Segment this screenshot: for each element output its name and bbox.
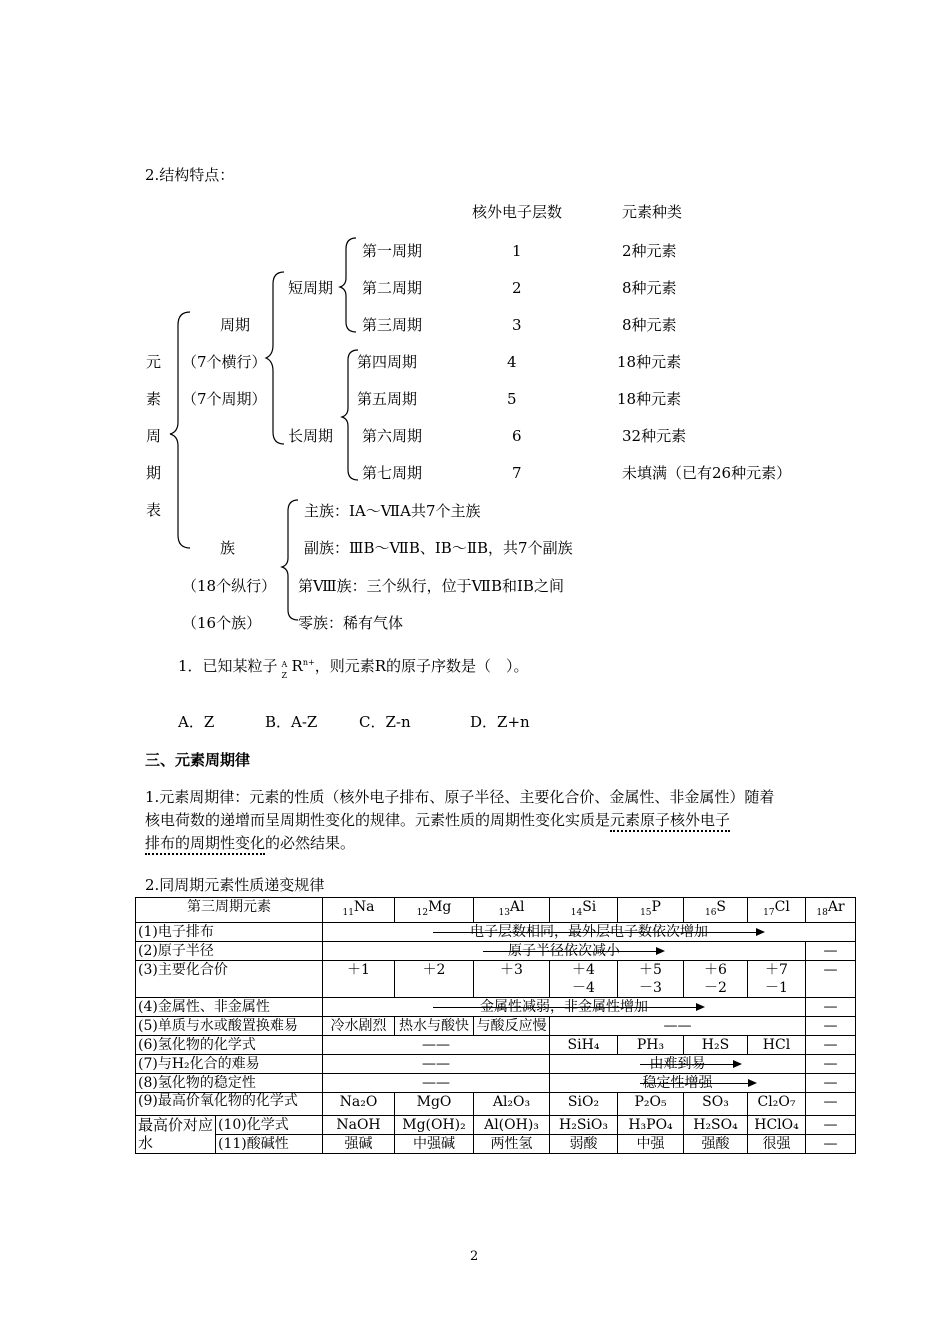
element: Mg	[428, 899, 452, 915]
row-label: (3)主要化合价	[136, 960, 323, 997]
atomic-number: Z	[281, 671, 288, 680]
period-types: 18种元素	[617, 390, 682, 408]
law-line: 1.元素周期律：元素的性质（核外电子排布、原子半径、主要化合价、金属性、非金属性）随着	[145, 788, 775, 806]
row-label: (11)酸碱性	[216, 1134, 323, 1153]
acidity-cell: 强酸	[684, 1134, 748, 1153]
element: Si	[582, 899, 597, 915]
element-cell	[618, 898, 684, 923]
valence-cell: ＋1	[323, 960, 395, 997]
acidity-cell: 中强碱	[395, 1134, 474, 1153]
atomic-no: 18	[816, 907, 828, 918]
dash-cell: —	[806, 997, 856, 1016]
nuclide-symbol	[278, 658, 292, 680]
hydroxide-cell: H₂SiO₃	[550, 1115, 618, 1134]
oxide-cell: Al₂O₃	[474, 1092, 550, 1115]
period-sub2: （7个周期）	[182, 390, 267, 408]
trend-cell	[323, 997, 806, 1016]
trend-cell	[323, 941, 806, 960]
period-name: 第二周期	[362, 279, 423, 297]
row-label: (7)与H₂化合的难易	[136, 1054, 323, 1073]
group-item: 第Ⅷ族：三个纵行，位于ⅦB和ⅠB之间	[298, 577, 564, 595]
table-row	[136, 898, 856, 923]
dash-cell: —	[806, 960, 856, 997]
dash-cell: —	[806, 941, 856, 960]
property-table	[135, 897, 856, 1154]
dash-cell: —	[806, 1134, 856, 1153]
root-char: 元	[146, 353, 162, 371]
valence-neg: －1	[765, 979, 788, 996]
acidity-cell: 强碱	[323, 1134, 395, 1153]
atomic-no: 12	[416, 907, 429, 918]
period-types: 18种元素	[617, 353, 682, 371]
period-name: 第六周期	[362, 427, 423, 445]
law-emphasis: 元素原子核外电子	[610, 811, 730, 832]
table-row	[136, 1115, 856, 1134]
element: S	[716, 899, 727, 915]
table-head: 第三周期元素	[136, 898, 323, 923]
valence-cell	[684, 960, 748, 997]
reaction-cell: 热水与酸快	[395, 1016, 474, 1035]
valence-cell: ＋2	[395, 960, 474, 997]
atomic-no: 14	[570, 907, 583, 918]
table-row	[136, 997, 856, 1016]
trend-arrow-icon	[433, 1007, 703, 1008]
period-name: 第一周期	[362, 242, 423, 260]
section-title: 2.结构特点：	[145, 166, 235, 184]
oxide-cell: MgO	[395, 1092, 474, 1115]
law-text: 核电荷数的递增而呈周期性变化的规律。元素性质的周期性变化实质是	[145, 811, 611, 829]
valence-pos: ＋4	[572, 961, 595, 978]
valence-neg: －4	[572, 979, 595, 996]
reaction-cell: 与酸反应慢	[474, 1016, 550, 1035]
atomic-no: 15	[640, 907, 652, 918]
group-sub2: （16个族）	[182, 614, 262, 632]
period-types: 8种元素	[622, 279, 677, 297]
option[interactable]: D．Z+n	[470, 713, 530, 731]
valence-neg: －2	[704, 979, 727, 996]
mass-number: A	[281, 660, 288, 669]
period-label: 周期	[220, 316, 251, 334]
trend-arrow-icon	[433, 932, 763, 933]
row-label: (8)氢化物的稳定性	[136, 1073, 323, 1092]
option[interactable]: B．A-Z	[265, 713, 318, 731]
table-row	[136, 1073, 856, 1092]
hydride-cell: HCl	[748, 1035, 806, 1054]
law-emphasis: 排布的周期性变化	[145, 834, 265, 855]
group-sub1: （18个纵行）	[182, 577, 277, 595]
header-types: 元素种类	[622, 203, 683, 221]
period-sub1: （7个横行）	[182, 353, 267, 371]
short-period-label: 短周期	[288, 279, 334, 297]
trend-text: 稳定性增强	[642, 1074, 713, 1091]
header-layers: 核外电子层数	[472, 203, 563, 221]
table-row	[136, 1054, 856, 1073]
section-title: 三、元素周期律	[145, 751, 251, 769]
group-item: 副族：ⅢB～ⅦB、ⅠB～ⅡB，共7个副族	[304, 539, 573, 557]
period-name: 第四周期	[357, 353, 418, 371]
question-prefix: 1．已知某粒子	[178, 657, 278, 675]
group-label: 族	[220, 539, 236, 557]
valence-cell	[550, 960, 618, 997]
atomic-no: 11	[342, 907, 354, 918]
trend-cell	[550, 1054, 806, 1073]
root-char: 素	[146, 390, 162, 408]
period-layers: 3	[512, 316, 522, 334]
dash-cell: ——	[550, 1016, 806, 1035]
hydroxide-cell: NaOH	[323, 1115, 395, 1134]
charge: n+	[302, 658, 315, 667]
row-label: (6)氢化物的化学式	[136, 1035, 323, 1054]
element: Al	[509, 899, 525, 915]
hydroxide-cell: Mg(OH)₂	[395, 1115, 474, 1134]
period-types: 8种元素	[622, 316, 677, 334]
valence-pos: ＋7	[765, 961, 788, 978]
hydroxide-cell: Al(OH)₃	[474, 1115, 550, 1134]
trend-arrow-icon	[640, 1064, 740, 1065]
valence-cell	[618, 960, 684, 997]
valence-pos: ＋6	[704, 961, 727, 978]
row-label: (1)电子排布	[136, 922, 323, 941]
dash-cell: —	[806, 1115, 856, 1134]
group-item: 零族：稀有气体	[298, 614, 404, 632]
acidity-cell: 两性氢	[474, 1134, 550, 1153]
table-title: 2.同周期元素性质递变规律	[145, 876, 325, 894]
element: Cl	[774, 899, 790, 915]
row-label: (4)金属性、非金属性	[136, 997, 323, 1016]
element-cell	[323, 898, 395, 923]
trend-cell	[550, 1073, 806, 1092]
dash-cell: —	[806, 1073, 856, 1092]
hydride-cell: SiH₄	[550, 1035, 618, 1054]
question-suffix: ，则元素R的原子序数是（ ）。	[314, 657, 529, 675]
hydride-cell: H₂S	[684, 1035, 748, 1054]
row-group-label: 最高价对应水	[136, 1115, 216, 1153]
option[interactable]: A．Z	[178, 713, 215, 731]
hydroxide-cell: H₂SO₄	[684, 1115, 748, 1134]
table-row	[136, 1134, 856, 1153]
oxide-cell: SiO₂	[550, 1092, 618, 1115]
hydride-cell: PH₃	[618, 1035, 684, 1054]
hydroxide-cell: HClO₄	[748, 1115, 806, 1134]
period-name: 第五周期	[357, 390, 418, 408]
root-char: 周	[146, 427, 162, 445]
element-symbol: R	[291, 657, 303, 675]
valence-pos: ＋5	[639, 961, 662, 978]
period-types: 未填满（已有26种元素）	[622, 464, 792, 482]
root-char: 表	[146, 501, 162, 519]
table-row	[136, 1016, 856, 1035]
oxide-cell: P₂O₅	[618, 1092, 684, 1115]
element-cell	[748, 898, 806, 923]
trend-text: 由难到易	[649, 1055, 706, 1072]
trend-text: 金属性减弱，非金属性增加	[480, 998, 648, 1015]
row-label: (10)化学式	[216, 1115, 323, 1134]
dash-cell: ——	[323, 1035, 550, 1054]
dash-cell: —	[806, 1035, 856, 1054]
atomic-no: 16	[704, 907, 717, 918]
atomic-no: 17	[763, 907, 775, 918]
element-cell	[684, 898, 748, 923]
reaction-cell: 冷水剧烈	[323, 1016, 395, 1035]
table-row	[136, 1035, 856, 1054]
oxide-cell: Na₂O	[323, 1092, 395, 1115]
acidity-cell: 中强	[618, 1134, 684, 1153]
dash-cell: —	[806, 1092, 856, 1115]
dash-cell: —	[806, 1016, 856, 1035]
group-item: 主族：ⅠA～ⅦA共7个主族	[304, 502, 481, 520]
question	[178, 654, 529, 680]
trend-text: 电子层数相同，最外层电子数依次增加	[470, 923, 708, 940]
table-row	[136, 941, 856, 960]
element-cell	[550, 898, 618, 923]
row-label: (9)最高价氧化物的化学式	[136, 1092, 323, 1115]
trend-arrow-icon	[483, 951, 663, 952]
row-label: (5)单质与水或酸置换难易	[136, 1016, 323, 1035]
oxide-cell: SO₃	[684, 1092, 748, 1115]
hydroxide-cell: H₃PO₄	[618, 1115, 684, 1134]
element-cell	[806, 898, 856, 923]
table-row	[136, 960, 856, 997]
dash-cell: —	[806, 1054, 856, 1073]
valence-cell	[748, 960, 806, 997]
table-row	[136, 1092, 856, 1115]
period-types: 32种元素	[622, 427, 687, 445]
period-layers: 7	[512, 464, 522, 482]
oxide-cell: Cl₂O₇	[748, 1092, 806, 1115]
period-types: 2种元素	[622, 242, 677, 260]
dash-cell: ——	[323, 1073, 550, 1092]
option[interactable]: C．Z-n	[359, 713, 411, 731]
period-layers: 4	[507, 353, 517, 371]
law-text: 的必然结果。	[265, 834, 356, 852]
trend-cell	[323, 922, 856, 941]
long-period-label: 长周期	[288, 427, 334, 445]
period-layers: 2	[512, 279, 522, 297]
period-name: 第七周期	[362, 464, 423, 482]
period-layers: 1	[512, 242, 522, 260]
law-line	[145, 811, 730, 829]
valence-cell: ＋3	[474, 960, 550, 997]
page-number: 2	[470, 1249, 479, 1264]
valence-neg: －3	[639, 979, 662, 996]
period-layers: 5	[507, 390, 517, 408]
element-cell	[395, 898, 474, 923]
element: Ar	[827, 899, 845, 915]
table-row	[136, 922, 856, 941]
law-line	[145, 834, 355, 852]
period-name: 第三周期	[362, 316, 423, 334]
row-label: (2)原子半径	[136, 941, 323, 960]
element: Na	[353, 899, 375, 915]
period-layers: 6	[512, 427, 522, 445]
atomic-no: 13	[498, 907, 510, 918]
root-char: 期	[146, 464, 162, 482]
element-cell	[474, 898, 550, 923]
acidity-cell: 弱酸	[550, 1134, 618, 1153]
trend-text: 原子半径依次减小	[508, 942, 620, 959]
acidity-cell: 很强	[748, 1134, 806, 1153]
element: P	[651, 899, 661, 915]
dash-cell: ——	[323, 1054, 550, 1073]
trend-arrow-icon	[640, 1083, 755, 1084]
